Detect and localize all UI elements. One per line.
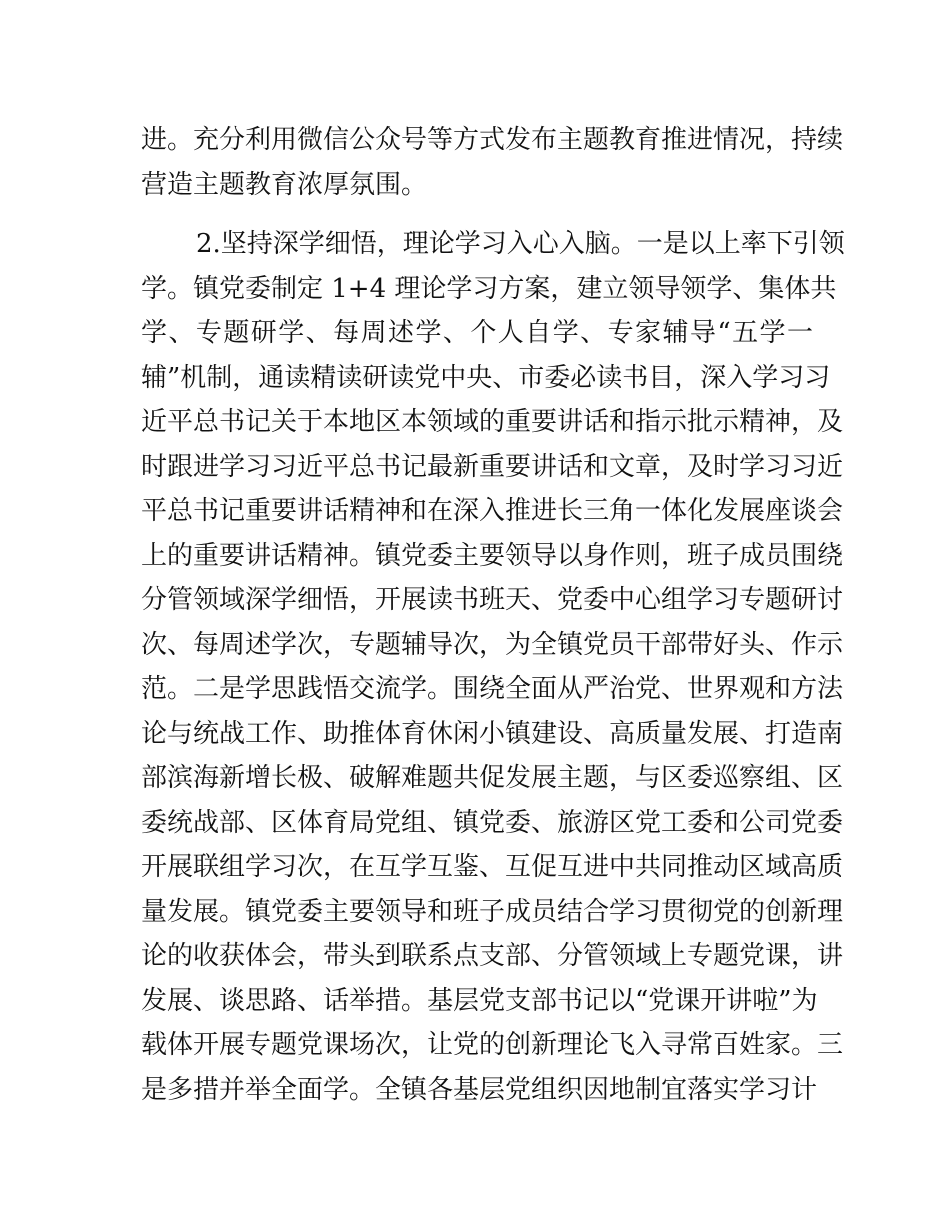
paragraph-2-line: 是多措并举全面学。全镇各基层党组织因地制宜落实学习计 [141, 1074, 818, 1105]
paragraph-2-line: 发展、谈思路、话举措。基层党支部书记以“党课开讲啦”为 [141, 985, 818, 1016]
paragraph-2 [141, 222, 845, 1112]
paragraph-2-line: 学、专题研学、每周述学、个人自学、专家辅导“五学一 [141, 318, 813, 348]
paragraph-2-line: 部滨海新增长极、破解难题共促发展主题，与区委巡察组、区 [141, 763, 844, 793]
paragraph-2-line: 时跟进学习习近平总书记最新重要讲话和文章，及时学习习近 [141, 451, 844, 482]
paragraph-2-line: 平总书记重要讲话精神和在深入推进长三角一体化发展座谈会 [141, 496, 844, 526]
paragraph-1 [141, 118, 844, 207]
paragraph-2-line: 次、每周述学次，专题辅导次，为全镇党员干部带好头、作示 [141, 629, 844, 660]
paragraph-2-line: 近平总书记关于本地区本领域的重要讲话和指示批示精神，及 [141, 407, 844, 437]
paragraph-1-line: 营造主题教育浓厚氛围。 [141, 169, 428, 200]
paragraph-2-line: 载体开展专题党课场次，让党的创新理论飞入寻常百姓家。三 [141, 1030, 844, 1060]
paragraph-2-line: 上的重要讲话精神。镇党委主要领导以身作则，班子成员围绕 [141, 540, 844, 571]
paragraph-2-line: 论与统战工作、助推体育休闲小镇建设、高质量发展、打造南 [141, 718, 844, 749]
paragraph-2-line: 学。镇党委制定 1+4 理论学习方案，建立领导领学、集体共 [141, 273, 837, 304]
paragraph-1-line: 进。充分利用微信公众号等方式发布主题教育推进情况，持续 [141, 125, 844, 155]
paragraph-2-line: 辅”机制，通读精读研读党中央、市委必读书目，深入学习习 [141, 362, 831, 393]
paragraph-2-line: 论的收获体会，带头到联系点支部、分管领域上专题党课，讲 [141, 941, 844, 971]
paragraph-2-line: 范。二是学思践悟交流学。围绕全面从严治党、世界观和方法 [141, 674, 844, 704]
paragraph-2-line: 量发展。镇党委主要领导和班子成员结合学习贯彻党的创新理 [141, 896, 844, 927]
paragraph-2-line: 2.坚持深学细悟，理论学习入心入脑。一是以上率下引领 [196, 229, 845, 259]
paragraph-2-line: 分管领域深学细悟，开展读书班天、党委中心组学习专题研讨 [141, 585, 844, 615]
paragraph-2-line: 开展联组学习次，在互学互鉴、互促互进中共同推动区域高质 [141, 852, 844, 882]
paragraph-2-line: 委统战部、区体育局党组、镇党委、旅游区党工委和公司党委 [141, 807, 844, 838]
